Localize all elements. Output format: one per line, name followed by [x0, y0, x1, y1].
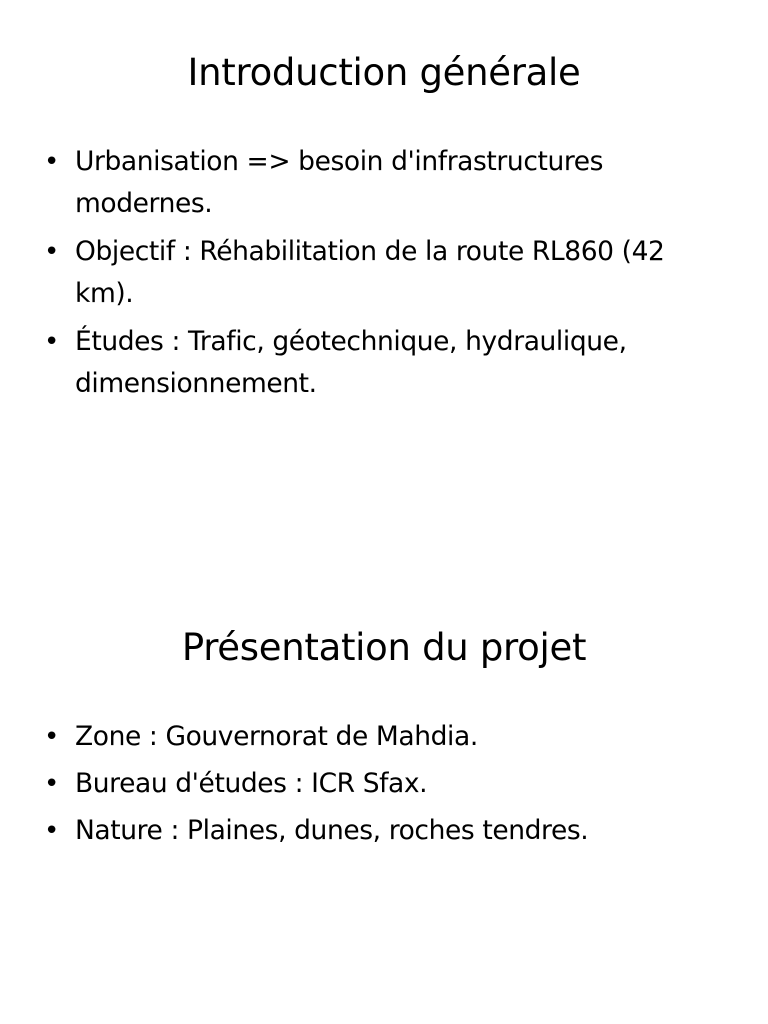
- list-item: [0, 231, 768, 315]
- bullet-list: [0, 716, 768, 857]
- bullet-icon: •: [44, 237, 59, 267]
- bullet-icon: •: [44, 327, 59, 357]
- list-item: [0, 321, 768, 405]
- bullet-text: Objectif : Réhabilitation de la route RL860 (42 km).: [75, 236, 665, 309]
- bullet-text: Urbanisation => besoin d'infrastructures modernes.: [75, 146, 604, 219]
- bullet-icon: •: [44, 769, 59, 799]
- list-item: [0, 716, 768, 758]
- list-item: [0, 810, 768, 852]
- slide-title: Présentation du projet: [181, 626, 587, 669]
- list-item: [0, 763, 768, 805]
- list-item: [0, 141, 768, 225]
- bullet-icon: •: [44, 147, 59, 177]
- bullet-icon: •: [44, 816, 59, 846]
- slide-title: Introduction générale: [187, 51, 581, 94]
- bullet-text: Études : Trafic, géotechnique, hydraulique, dimensionnement.: [75, 326, 627, 399]
- bullet-text: Nature : Plaines, dunes, roches tendres.: [75, 815, 589, 846]
- bullet-icon: •: [44, 722, 59, 752]
- bullet-text: Zone : Gouvernorat de Mahdia.: [75, 721, 478, 752]
- slide-presentation: [0, 576, 768, 1024]
- bullet-text: Bureau d'études : ICR Sfax.: [75, 768, 428, 799]
- bullet-list: [0, 141, 768, 411]
